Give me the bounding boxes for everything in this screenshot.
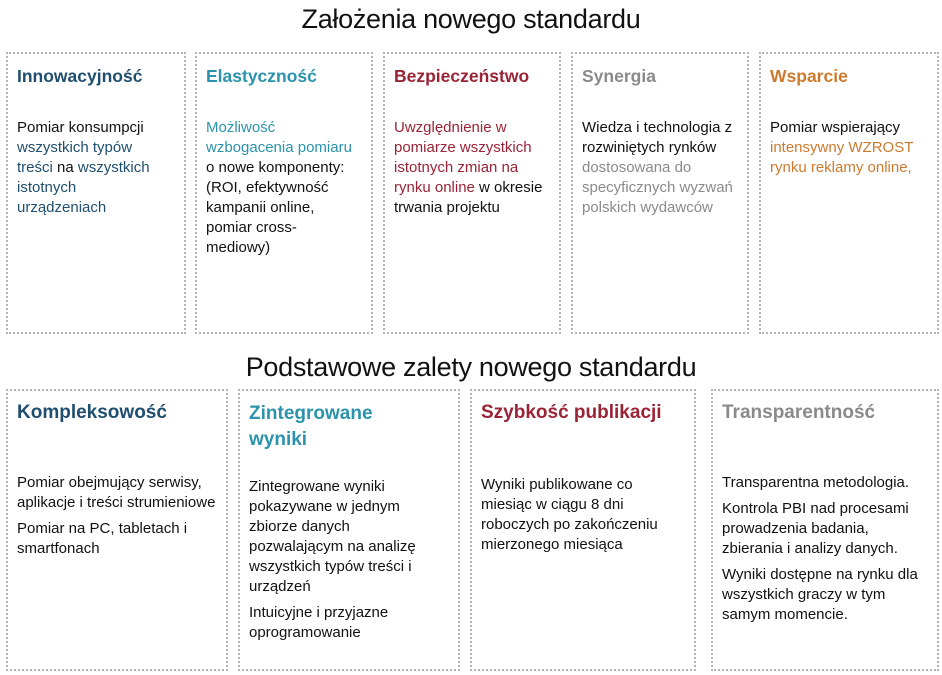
card-title: Kompleksowość xyxy=(17,402,167,423)
body-paragraph: Pomiar na PC, tabletach i smartfonach xyxy=(17,520,188,557)
card-title: Bezpieczeństwo xyxy=(394,66,530,86)
body-text: Wiedza i technologia z rozwiniętych rynków xyxy=(582,119,733,156)
body-paragraph: Intuicyjne i przyjazne oprogramowanie xyxy=(249,604,389,641)
top-section-title: Założenia nowego standardu xyxy=(301,4,641,34)
body-text: Pomiar wspierający xyxy=(770,119,901,136)
body-highlight: intensywny WZROST rynku reklamy online, xyxy=(770,139,914,176)
body-highlight: dostosowana do specyficznych wyzwań polskich wydawców xyxy=(582,159,733,216)
body-highlight: wszystkich typów xyxy=(17,139,133,156)
body-text: o nowe komponenty: (ROI, efektywność kampanii online, pomiar cross-mediowy) xyxy=(206,159,345,256)
card-wsparcie xyxy=(759,52,939,334)
body-text: na xyxy=(52,159,78,176)
body-highlight: Możliwość wzbogacenia pomiaru xyxy=(206,119,352,156)
card-title: Innowacyjność xyxy=(17,66,143,86)
card-body xyxy=(722,473,927,625)
card-bezpieczenstwo xyxy=(383,52,561,334)
card-body xyxy=(481,475,686,555)
body-highlight: Uwzględnienie w pomiarze wszystkich istotnych zmian na rynku online xyxy=(394,119,532,196)
body-paragraph: Wyniki dostępne na rynku dla wszystkich graczy w tym samym momencie. xyxy=(722,566,918,623)
body-paragraph: Transparentna metodologia. xyxy=(722,474,910,491)
body-paragraph: Pomiar obejmujący serwisy, aplikacje i treści strumieniowe xyxy=(17,474,216,511)
body-paragraph: Zintegrowane wyniki pokazywane w jednym zbiorze danych pozwalającym na analizę wszystkich typów treści i urządzeń xyxy=(249,478,416,595)
card-title: Synergia xyxy=(582,66,656,86)
card-body xyxy=(394,118,554,218)
card-body xyxy=(17,118,167,218)
body-text: w okresie trwania projektu xyxy=(394,179,543,216)
card-body xyxy=(770,118,935,178)
card-title: Szybkość publikacji xyxy=(481,402,662,423)
card-transparentnosc xyxy=(711,389,939,671)
card-szybkosc-publikacji xyxy=(470,389,696,671)
card-zintegrowane-wyniki xyxy=(238,389,460,671)
card-title: Wsparcie xyxy=(770,66,848,86)
card-elastycznosc xyxy=(195,52,373,334)
card-title: Transparentność xyxy=(722,402,876,423)
card-title: Zintegrowane wyniki xyxy=(249,403,373,450)
body-highlight: treści xyxy=(17,159,53,176)
body-highlight: wszystkich istotnych urządzeniach xyxy=(17,159,150,216)
card-synergia xyxy=(571,52,749,334)
card-body xyxy=(17,473,217,559)
bottom-section-title: Podstawowe zalety nowego standardu xyxy=(245,352,697,382)
card-body xyxy=(249,477,444,643)
body-paragraph: Wyniki publikowane co miesiąc w ciągu 8 dni roboczych po zakończeniu mierzonego miesiąca xyxy=(481,476,658,553)
body-paragraph: Kontrola PBI nad procesami prowadzenia badania, zbierania i analizy danych. xyxy=(722,500,909,557)
card-body xyxy=(206,118,356,258)
body-text: Pomiar konsumpcji xyxy=(17,119,144,136)
card-title: Elastyczność xyxy=(206,66,317,86)
card-body xyxy=(582,118,747,218)
card-kompleksowosc xyxy=(6,389,228,671)
card-innowacyjnosc xyxy=(6,52,186,334)
